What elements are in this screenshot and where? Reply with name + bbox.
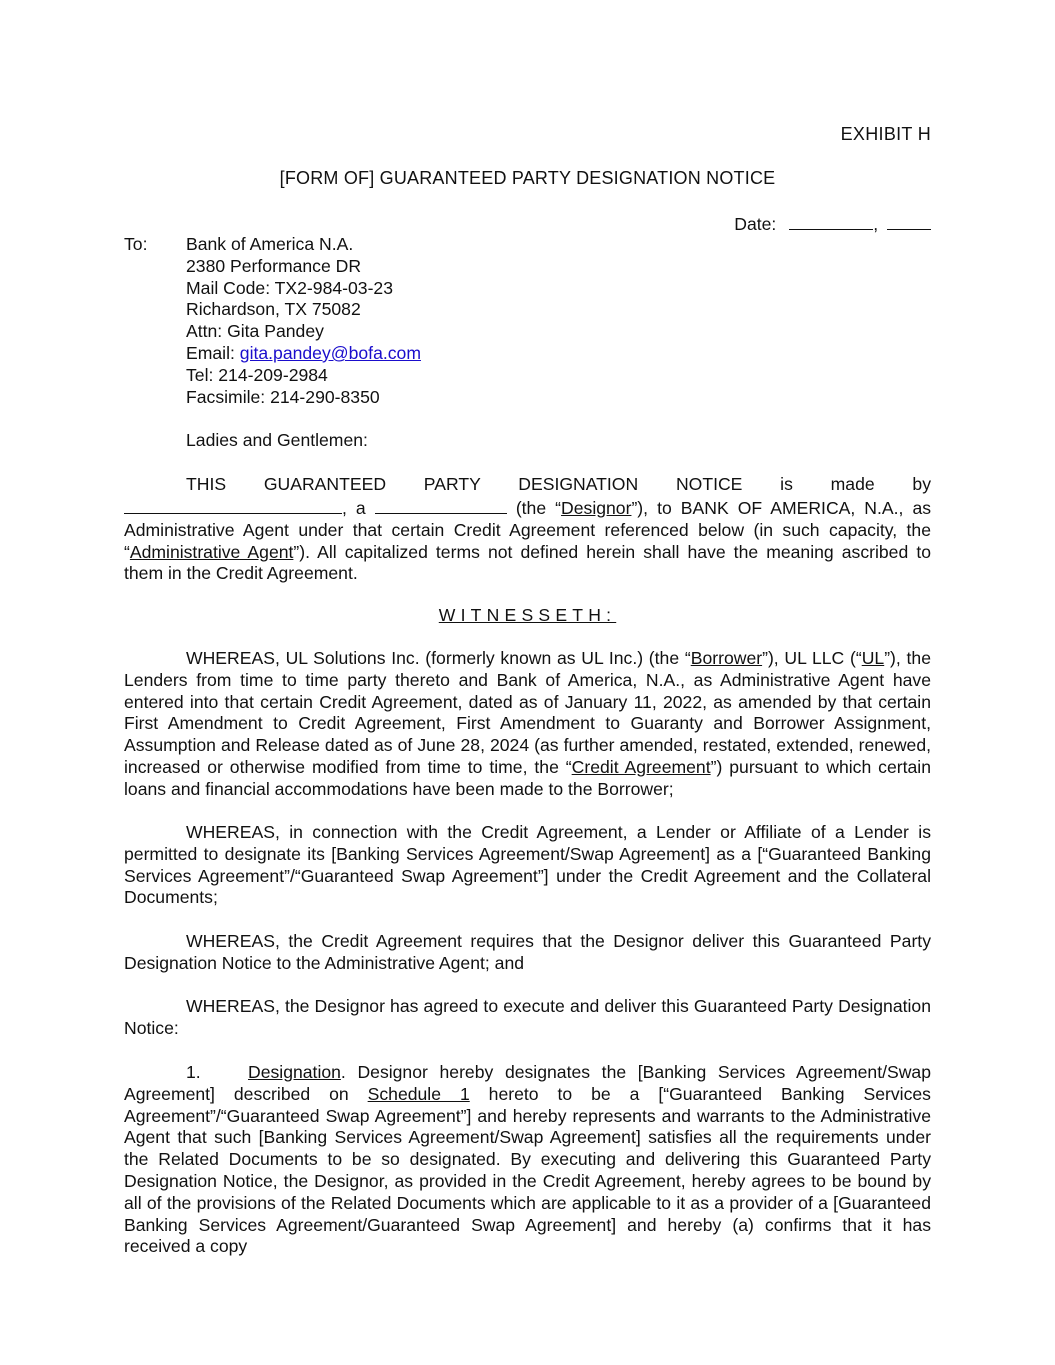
- whereas3-text: WHEREAS, the Credit Agreement requires that the Designor deliver this Guaranteed Party Designation Notice to the Administrative Agent; and: [124, 931, 931, 973]
- section-1-number: 1.: [186, 1062, 201, 1082]
- date-blank-year[interactable]: [887, 212, 931, 230]
- email-link[interactable]: gita.pandey@bofa.com: [239, 342, 421, 363]
- intro-paragraph: [124, 496, 931, 585]
- address-line: Attn: Gita Pandey: [186, 321, 324, 342]
- section-1-heading: Designation: [248, 1062, 341, 1082]
- whereas-paragraph-3: [124, 931, 931, 975]
- address-line: 2380 Performance DR: [186, 255, 362, 276]
- borrower-term: Borrower: [690, 648, 763, 668]
- intro-text-2d: ”). All capitalized terms not defined herein shall have the meaning ascribed to them in the Credit Agreement.: [124, 541, 931, 584]
- fax-line: Facsimile: 214-290-8350: [186, 386, 380, 407]
- document-title: [FORM OF] GUARANTEED PARTY DESIGNATION NOTICE: [279, 168, 776, 188]
- ul-term: UL: [861, 648, 885, 668]
- designor-name-blank[interactable]: [124, 496, 342, 514]
- section-1-paragraph: [124, 1062, 931, 1258]
- whereas1-text-a: WHEREAS, UL Solutions Inc. (formerly known as UL Inc.) (the “: [186, 648, 691, 668]
- whereas-paragraph-4: [124, 996, 931, 1040]
- intro-text-2a: , a: [342, 498, 366, 518]
- whereas1-text-d: ”) pursuant to which certain loans and financial accommodations have been made to the Borrower;: [124, 756, 931, 799]
- schedule-1-reference: Schedule 1: [367, 1083, 470, 1104]
- addressee-block: [186, 234, 421, 408]
- whereas1-text-c: ”), the Lenders from time to time party thereto and Bank of America, N.A., as Administrative Agent have entered into that certain Credit Agreement, dated as of January 11, 2022, as amended by that certain First Amendment to Credit Agreement, First Amendment to Guaranty and Borrower Assignment, Assumption and Release dated as of June 28, 2024 (as further amended, restated, extended, renewed, increased or otherwise modified from time to time, the “: [124, 648, 931, 777]
- tel-line: Tel: 214-209-2984: [186, 364, 328, 385]
- address-line: Richardson, TX 75082: [186, 299, 361, 320]
- date-line: [734, 212, 931, 236]
- email-label: Email:: [186, 342, 240, 363]
- address-line: Mail Code: TX2-984-03-23: [186, 277, 394, 298]
- date-label: Date:: [734, 214, 777, 234]
- section-1-text-b: hereto to be a [“Guaranteed Banking Services Agreement”/“Guaranteed Swap Agreement”] and hereby represents and warrants to the Administrative Agent that such [Banking Services Agreement/Swap Agreement] satisfies all the requirements under the Related Documents to be so designated. By executing and delivering this Guaranteed Party Designation Notice, the Designor, as provided in the Credit Agreement, hereby agrees to be bound by all of the provisions of the Related Documents which are applicable to it as a provider of a [Guaranteed Banking Services Agreement/Guaranteed Swap Agreement] and hereby (a) confirms that it has received a copy: [124, 1083, 931, 1257]
- whereas1-text-b: ”), UL LLC (“: [762, 648, 862, 668]
- exhibit-label: EXHIBIT H: [840, 124, 931, 144]
- to-label: To:: [124, 234, 148, 254]
- credit-agreement-term: Credit Agreement: [571, 756, 711, 777]
- salutation: Ladies and Gentlemen:: [186, 430, 368, 450]
- whereas-paragraph-1: [124, 648, 931, 801]
- admin-agent-term: Administrative Agent: [129, 541, 294, 562]
- intro-text-1: THIS GUARANTEED PARTY DESIGNATION NOTICE is made by: [186, 474, 931, 494]
- intro-text-2b: (the “: [515, 498, 562, 518]
- date-blank-month-day[interactable]: [789, 212, 873, 230]
- email-line: [186, 343, 421, 365]
- whereas4-text: WHEREAS, the Designor has agreed to execute and deliver this Guaranteed Party Designation Notice:: [124, 996, 931, 1038]
- intro-line-1: [124, 474, 931, 496]
- intro-text-2c: ”), to BANK OF AMERICA, N.A., as Administrative Agent under that certain Credit Agreement referenced below (in such capacity, the “: [124, 498, 932, 562]
- section-1-text-a: . Designor hereby designates the [Banking Services Agreement/Swap Agreement] described on: [124, 1062, 931, 1104]
- date-separator: ,: [873, 214, 879, 234]
- whereas-paragraph-2: [124, 822, 931, 909]
- address-line: Bank of America N.A.: [186, 234, 354, 254]
- entity-type-blank[interactable]: [375, 496, 507, 514]
- designor-term: Designor: [561, 498, 632, 518]
- whereas2-text: WHEREAS, in connection with the Credit Agreement, a Lender or Affiliate of a Lender is permitted to designate its [Banking Services Agreement/Swap Agreement] as a [“Guaranteed Banking Services Agreement”/“Guaranteed Swap Agreement”] under the Credit Agreement and the Collateral Documents;: [124, 822, 931, 908]
- witnesseth-heading: WITNESSETH:: [438, 605, 617, 625]
